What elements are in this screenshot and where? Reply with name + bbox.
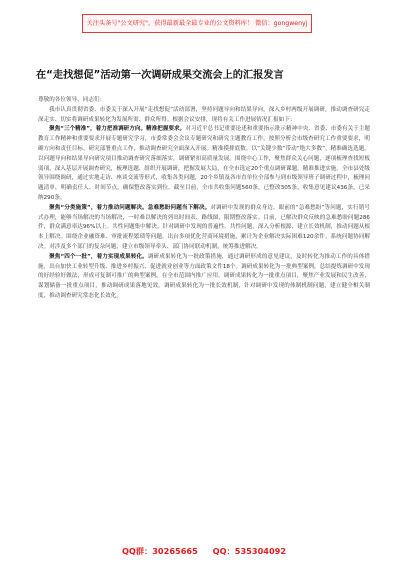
section-paragraph-1 bbox=[38, 125, 370, 203]
intro-paragraph: 我市认真贯彻省委、市委关于深入开展“走找想促”活动部署，坚持问题导向和结果导向，深入乡村两级开展调研，推动调查研究走深走实、切实将调研成果转化为发展所需、群众所得。根据会议安排，现将有关工作进展情况汇报如下： bbox=[38, 106, 370, 123]
promo-banner bbox=[82, 14, 312, 33]
section-paragraph-2 bbox=[38, 204, 370, 253]
qq-group-text: QQ群：30265665 bbox=[121, 546, 198, 556]
section-body-2: 对调研中发现的群众身边、眼前的“急难愁盼”等问题，实行销号式办理，能够当场解决的当场解决，一时难以解决的列出时间表、路线图，限期整改落实。目前，已解决群众反映的急难愁盼问题286件，群众满意率达96%以上。共性问题集中解决。针对调研中发现的普遍性、共性问题，深入分析根源，建立长效机制，推动问题从根本上解决。围绕企业融资难、审批流程繁琐等问题，出台多项优化营商环境措施，累计为企业解决实际困难120余件。系统问题协同解决。对涉及多个部门的复杂问题，建立市级领导牵头、部门协同联动机制，统筹推进解决。 bbox=[38, 204, 370, 250]
banner-text: 关注头条号"公文研究"，获得最新最全最专业的公文资料库！ 微信：gongwenyj bbox=[86, 20, 308, 27]
qq-text: QQ：535304092 bbox=[212, 546, 287, 556]
section-lead-2: 聚焦“分类施策”，着力推动问题解决。急难愁盼问题当下解决。 bbox=[49, 204, 211, 211]
contact-footer bbox=[0, 546, 408, 557]
section-lead-1: 聚焦“三个精准”，着力把准调研方向。精准把握要求。 bbox=[49, 126, 186, 133]
salutation: 尊敬的各位领导、同志们： bbox=[38, 97, 106, 103]
document-body bbox=[38, 96, 370, 302]
section-body-1: 对习近平总书记重要论述和重要指示批示精神中央、省委、市委有关于主题教育工作精神和重要要求开展专题研究学习，市委常委会会议专题研究和研究主题教育工作，按照分析会市级查研究工作重要要求，明确方向和责任目标。研究部署重点工作，推动调查研究全面深入开展。精准摸排底数。以“关键少数”带动“绝大多数”，精准确选选题。以问题导向和结果导向研究项目推动调查研究落细落实，调研紧扣高质量发展。围绕中心工作，聚焦群众关心问题，逐项梳理查找短板弱项，深入基层开展调查研究，梳理选题、组织开展调研，把握发展大局，在全市选定20个重点调研课题。精准推进实施。全市县处级领导围绕调研，通过实地走访、座谈交流等形式，收集各类问题，20个乡镇及各市直单位全部参与到市级领导班子调研过程中，梳理问题清单，明确责任人、时间节点，确保整改落实到位。截至目前，全市共收集问题560条，已整改305条，收集意见建议436条，已采纳290条。 bbox=[38, 126, 370, 201]
section-body-3: 调研成果转化为一批政策措施，通过调研形成的意见建议，及时转化为推动工作的具体措施，出台加快工业转型升级、推进乡村振兴、促进就业创业等方面政策文件18个。调研成果转化为一批典型案例，总结提炼调研中发现的好经验好做法，形成可复制可推广的典型案例，在全市范围内推广应用。调研成果转化为一批重点项目，聚焦产业发展和民生改善，谋划储备一批重点项目，推动调研成果落地见效。调研成果转化为一批长效机制，针对调研中发现的体制机制问题，建立健全相关制度，推动调查研究常态化长效化。 bbox=[38, 253, 370, 299]
section-paragraph-3 bbox=[38, 253, 370, 302]
section-lead-3: 聚焦“四个一批”，着力实现成果转化。 bbox=[49, 253, 148, 260]
document-title: 在“走找想促”活动第一次调研成果交流会上的汇报发言 bbox=[36, 70, 284, 81]
